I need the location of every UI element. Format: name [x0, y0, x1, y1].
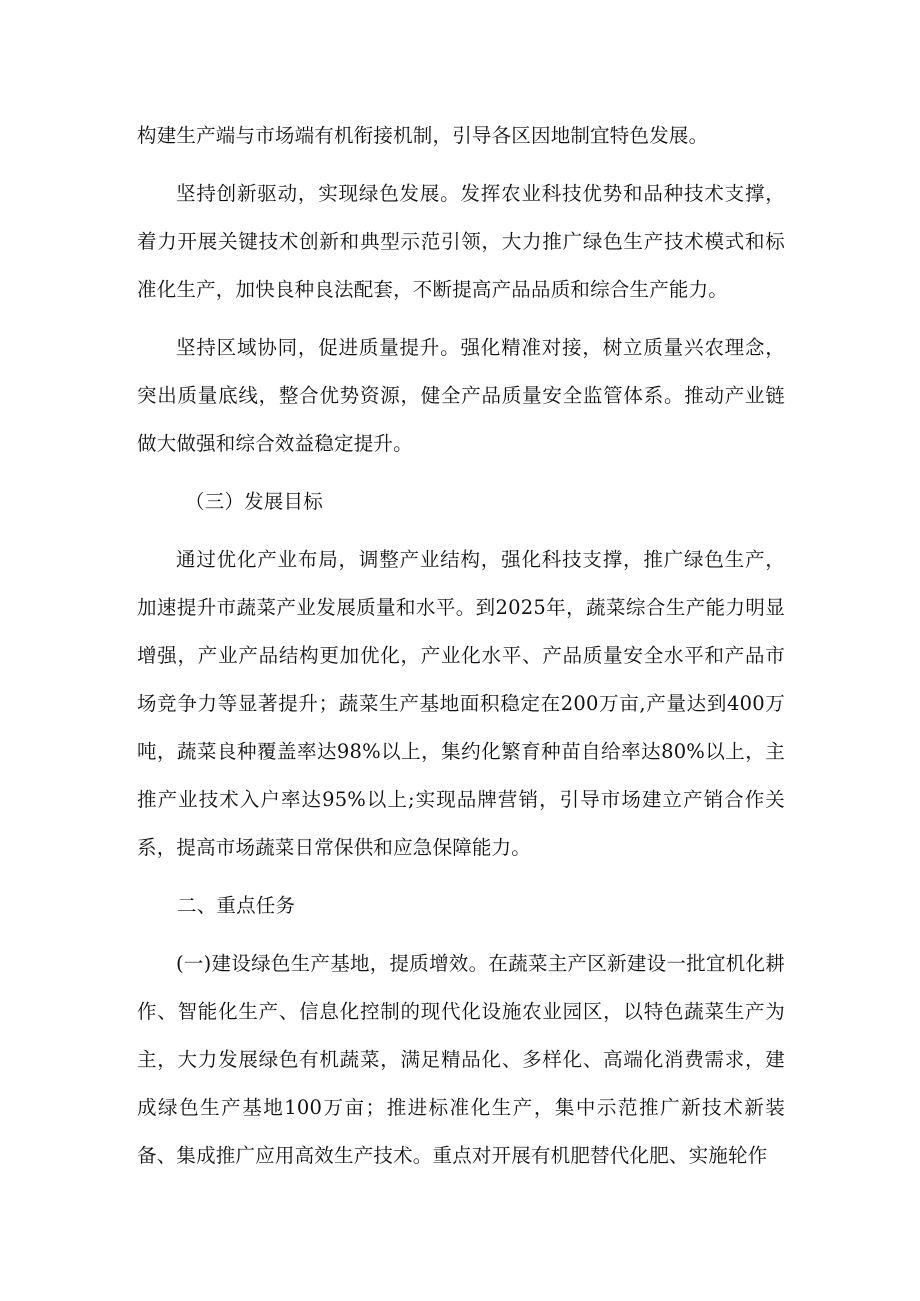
- paragraph-green-base: (一)建设绿色生产基地，提质增效。在蔬菜主产区新建设一批宜机化耕作、智能化生产、信息化控制的现代化设施农业园区，以特色蔬菜生产为主，大力发展绿色有机蔬菜，满足精品化、多样化、高端化消费需求，建成绿色生产基地100万亩；推进标准化生产，集中示范推广新技术新装备、集成推广应用高效生产技术。重点对开展有机肥替代化肥、实施轮作: [137, 952, 785, 1167]
- paragraph-continuation: 构建生产端与市场端有机衔接机制，引导各区因地制宜特色发展。: [137, 124, 709, 147]
- paragraph-goals: 通过优化产业布局，调整产业结构，强化科技支撑，推广绿色生产，加速提升市蔬菜产业发展质量和水平。到2025年，蔬菜综合生产能力明显增强，产业产品结构更加优化，产业化水平、产品质量安全水平和产品市场竞争力等显著提升；蔬菜生产基地面积稳定在200万亩,产量达到400万吨，蔬菜良种覆盖率达98%以上，集约化繁育种苗自给率达80%以上，主推产业技术入户率达95%以上;实现品牌营销，引导市场建立产销合作关系，提高市场蔬菜日常保供和应急保障能力。: [137, 548, 785, 859]
- section-heading-goals: （三）发展目标: [185, 490, 323, 513]
- document-body: [137, 112, 785, 1190]
- paragraph-regional-coordination: 坚持区域协同，促进质量提升。强化精准对接，树立质量兴农理念，突出质量底线，整合优势资源，健全产品质量安全监管体系。推动产业链做大做强和综合效益稳定提升。: [137, 336, 785, 455]
- section-heading-key-tasks: 二、重点任务: [177, 894, 296, 917]
- paragraph-innovation: 坚持创新驱动，实现绿色发展。发挥农业科技优势和品种技术支撑，着力开展关键技术创新和典型示范引领，大力推广绿色生产技术模式和标准化生产，加快良种良法配套，不断提高产品品质和综合生产能力。: [137, 182, 785, 301]
